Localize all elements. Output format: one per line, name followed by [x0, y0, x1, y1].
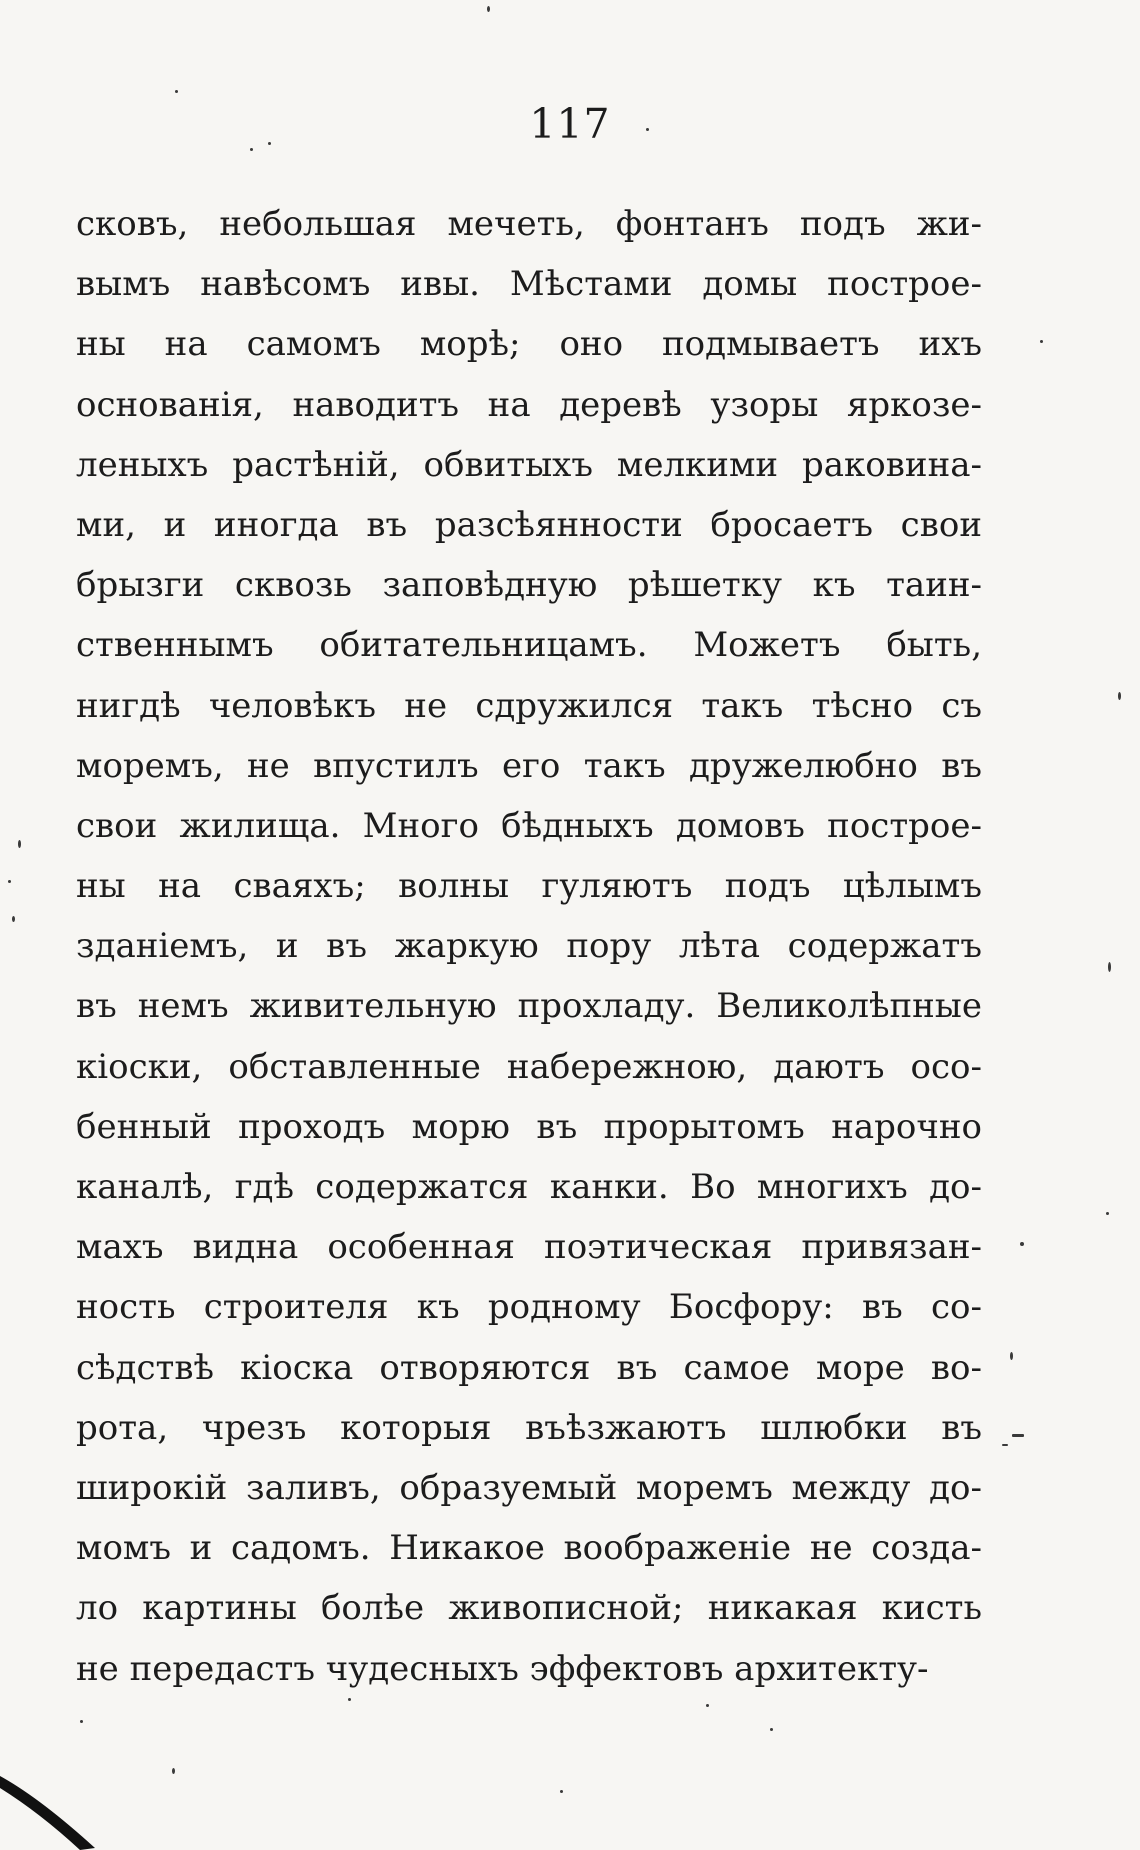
text-line: вымъ навѣсомъ ивы. Мѣстами домы построе-	[76, 264, 982, 305]
text-line: основанія, наводитъ на деревѣ узоры яркозе-	[76, 384, 982, 425]
text-line: леныхъ растѣній, обвитыхъ мелкими раковина-	[76, 444, 982, 485]
body-text	[76, 194, 982, 1699]
text-line: моремъ, не впустилъ его такъ дружелюбно въ	[76, 745, 982, 786]
scan-speck	[80, 1720, 83, 1723]
scan-speck	[18, 840, 21, 848]
text-line: сковъ, небольшая мечеть, фонтанъ подъ жи-	[76, 204, 982, 244]
scan-speck	[1002, 1444, 1008, 1446]
text-line: нигдѣ человѣкъ не сдружился такъ тѣсно съ	[76, 685, 982, 726]
text-line: брызги сквозь заповѣдную рѣшетку къ таин-	[76, 565, 982, 606]
scan-speck	[175, 90, 178, 93]
scan-speck	[706, 1704, 709, 1707]
scan-speck	[12, 916, 15, 922]
text-line: сѣдствѣ кіоска отворяются въ самое море во-	[76, 1347, 982, 1388]
text-line: ность строителя къ родному Босфору: въ со-	[76, 1287, 982, 1328]
page-number: 117	[529, 100, 611, 148]
text-line: широкій заливъ, образуемый моремъ между до-	[76, 1467, 982, 1508]
scan-speck	[487, 6, 490, 12]
scan-speck	[1106, 1212, 1109, 1215]
scan-edge-mark	[0, 1768, 120, 1850]
scan-speck	[348, 1698, 351, 1701]
scan-speck	[770, 1728, 773, 1731]
scan-speck	[1012, 1434, 1024, 1437]
text-line: ми, и иногда въ разсѣянности бросаетъ свои	[76, 504, 982, 545]
text-line: ны на сваяхъ; волны гуляютъ подъ цѣлымъ	[76, 866, 982, 907]
scan-speck	[646, 128, 649, 131]
scan-speck	[268, 142, 271, 145]
scan-speck	[172, 1768, 175, 1774]
text-line: ло картины болѣе живописной; никакая кисть	[76, 1588, 982, 1629]
text-line: рота, чрезъ которыя въѣзжаютъ шлюбки въ	[76, 1407, 982, 1448]
text-line: махъ видна особенная поэтическая привязан-	[76, 1227, 982, 1268]
scan-speck	[8, 880, 11, 883]
scan-speck	[1108, 962, 1111, 972]
text-line: не передастъ чудесныхъ эффектовъ архитекту-	[76, 1648, 929, 1689]
text-line: бенный проходъ морю въ прорытомъ нарочно	[76, 1106, 982, 1147]
scan-speck	[1010, 1352, 1013, 1360]
scan-speck	[1118, 692, 1121, 700]
text-line: ны на самомъ морѣ; оно подмываетъ ихъ	[76, 324, 982, 365]
scan-speck	[250, 148, 253, 151]
text-line: кіоски, обставленные набережною, даютъ осо-	[76, 1046, 982, 1087]
scan-speck	[560, 1790, 563, 1793]
scan-speck	[1040, 340, 1043, 343]
text-line: каналѣ, гдѣ содержатся канки. Во многихъ до-	[76, 1167, 982, 1207]
text-line: момъ и садомъ. Никакое воображеніе не созда-	[76, 1528, 982, 1569]
text-line: зданіемъ, и въ жаркую пору лѣта содержатъ	[76, 926, 982, 967]
scan-speck	[1020, 1242, 1024, 1246]
text-line: ственнымъ обитательницамъ. Можетъ быть,	[76, 625, 982, 666]
text-line: въ немъ живительную прохладу. Великолѣпные	[76, 986, 982, 1027]
text-line: свои жилища. Много бѣдныхъ домовъ построе-	[76, 805, 982, 846]
